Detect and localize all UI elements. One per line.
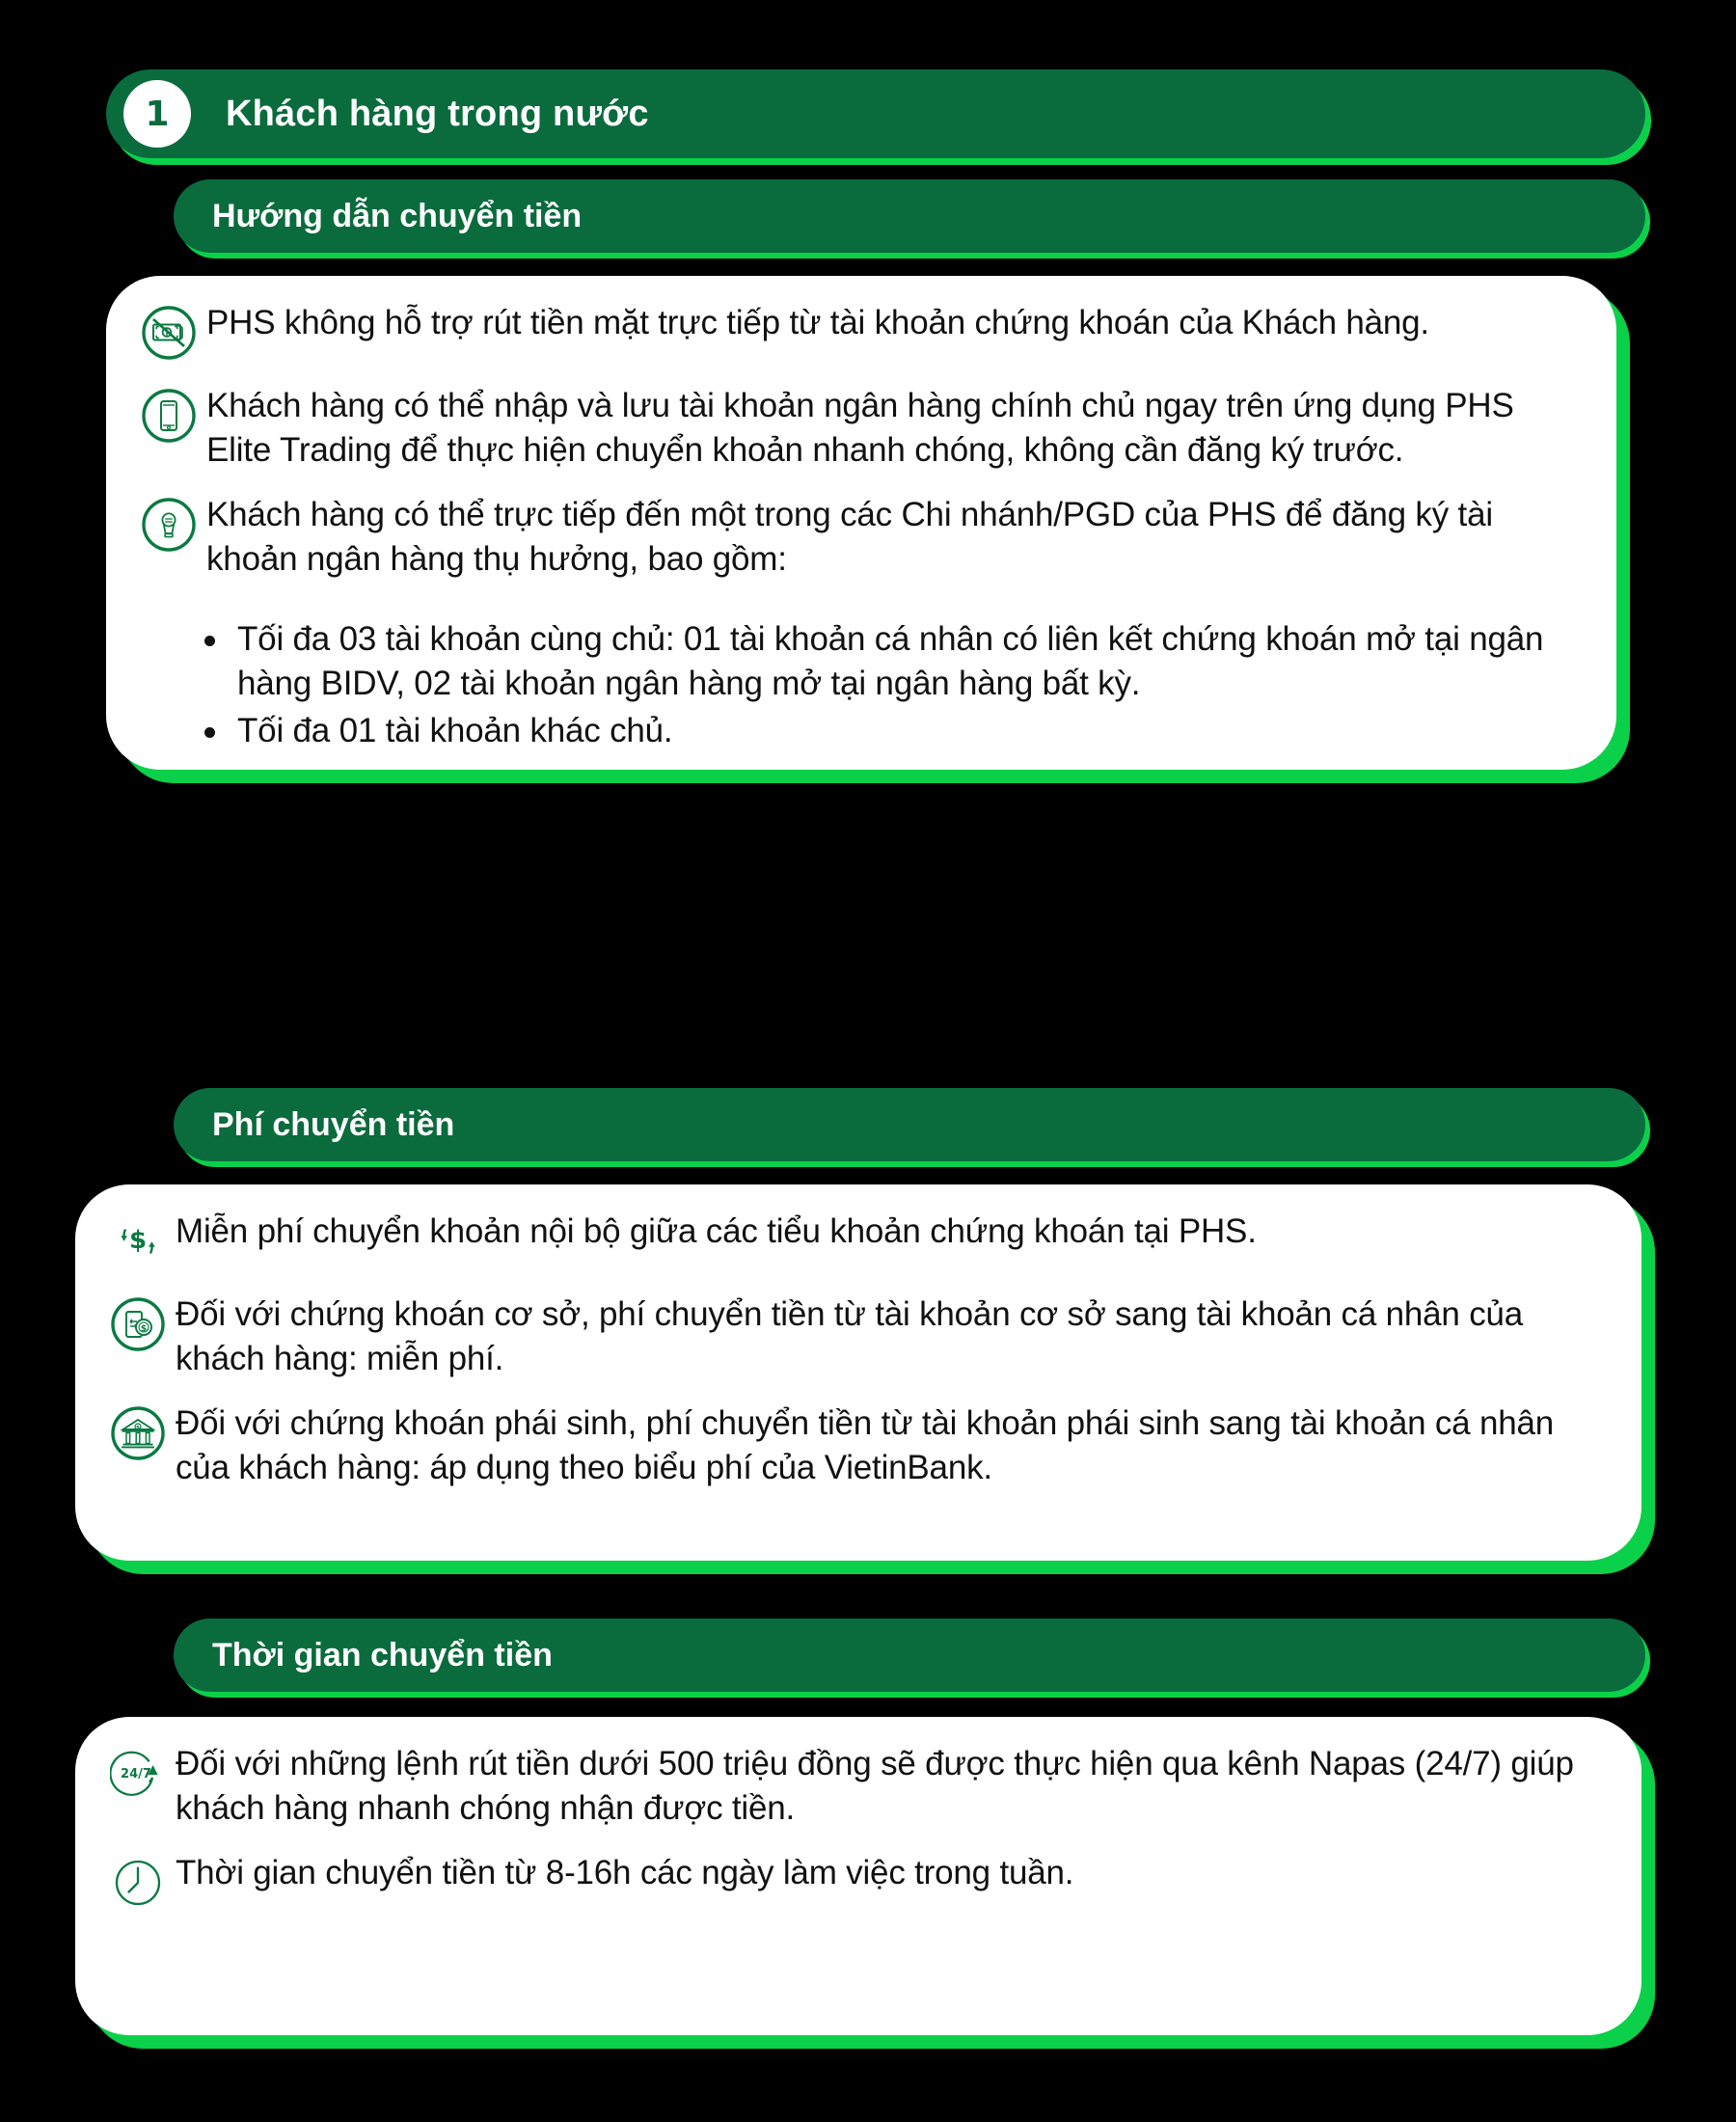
svg-text:$: $ <box>140 1324 148 1334</box>
no-cash-icon <box>139 303 199 363</box>
list-item-text: Miễn phí chuyển khoản nội bộ giữa các tiểu khoản chứng khoán tại PHS. <box>176 1212 1257 1250</box>
list-item-text: Đối với chứng khoán cơ sở, phí chuyển tiền từ tài khoản cơ sở sang tài khoản cá nhân của khách hàng: miễn phí. <box>176 1295 1524 1377</box>
step-header-pill <box>106 69 1645 158</box>
bank-icon <box>108 1403 168 1463</box>
step-number-badge: 1 <box>123 80 191 148</box>
list-item-text: Thời gian chuyển tiền từ 8-16h các ngày làm việc trong tuần. <box>176 1854 1074 1891</box>
list-item: Tối đa 01 tài khoản khác chủ. <box>203 709 1578 753</box>
lightbulb-icon <box>139 495 199 555</box>
section-header-fee <box>174 1088 1645 1161</box>
list-item-text: Khách hàng có thể nhập và lưu tài khoản ngân hàng chính chủ ngay trên ứng dụng PHS Elite Trading để thực hiện chuyển khoản nhanh chóng, không cần đăng ký trước. <box>206 387 1514 469</box>
section-heading-label: Hướng dẫn chuyển tiền <box>212 197 583 234</box>
list-item <box>108 1851 1603 1913</box>
section-heading-label: Thời gian chuyển tiền <box>212 1636 553 1673</box>
list-item <box>139 384 1578 472</box>
list-item <box>108 1210 1603 1271</box>
24-7-icon-label: 24/7 <box>121 1767 151 1782</box>
list-item <box>108 1742 1603 1830</box>
money-transfer-icon <box>108 1211 168 1271</box>
list-item-text: Khách hàng có thể trực tiếp đến một trong các Chi nhánh/PGD của PHS để đăng ký tài khoản ngân hàng thụ hưởng, bao gồm: <box>206 496 1493 578</box>
section-header-time <box>174 1619 1645 1692</box>
list-item: Tối đa 03 tài khoản cùng chủ: 01 tài khoản cá nhân có liên kết chứng khoán mở tại ngân hàng BIDV, 02 tài khoản ngân hàng mở tại ngân hàng bất kỳ. <box>203 617 1578 705</box>
mobile-phone-icon <box>139 386 199 446</box>
card-time <box>75 1717 1641 2035</box>
card-guide <box>106 276 1616 770</box>
card-fee <box>75 1184 1641 1561</box>
section-header-guide <box>174 179 1645 253</box>
list-item <box>139 301 1578 363</box>
clock-icon <box>108 1853 168 1913</box>
list-item <box>108 1401 1603 1489</box>
mobile-payment-icon <box>108 1294 168 1354</box>
list-item-text: PHS không hỗ trợ rút tiền mặt trực tiếp từ tài khoản chứng khoán của Khách hàng. <box>206 304 1429 341</box>
svg-text:$: $ <box>128 1226 148 1255</box>
24-7-icon <box>108 1744 168 1804</box>
section-heading-label: Phí chuyển tiền <box>212 1105 455 1143</box>
sub-bullet-list <box>139 617 1578 757</box>
list-item <box>139 493 1578 581</box>
list-item-text: Đối với những lệnh rút tiền dưới 500 triệu đồng sẽ được thực hiện qua kênh Napas (24/7) giúp khách hàng nhanh chóng nhận được tiền. <box>176 1745 1574 1827</box>
svg-text:$: $ <box>136 1425 140 1431</box>
list-item-text: Đối với chứng khoán phái sinh, phí chuyển tiền từ tài khoản phái sinh sang tài khoản cá nhân của khách hàng: áp dụng theo biểu phí của VietinBank. <box>176 1404 1555 1486</box>
list-item <box>108 1292 1603 1380</box>
step-title: Khách hàng trong nước <box>226 93 649 134</box>
